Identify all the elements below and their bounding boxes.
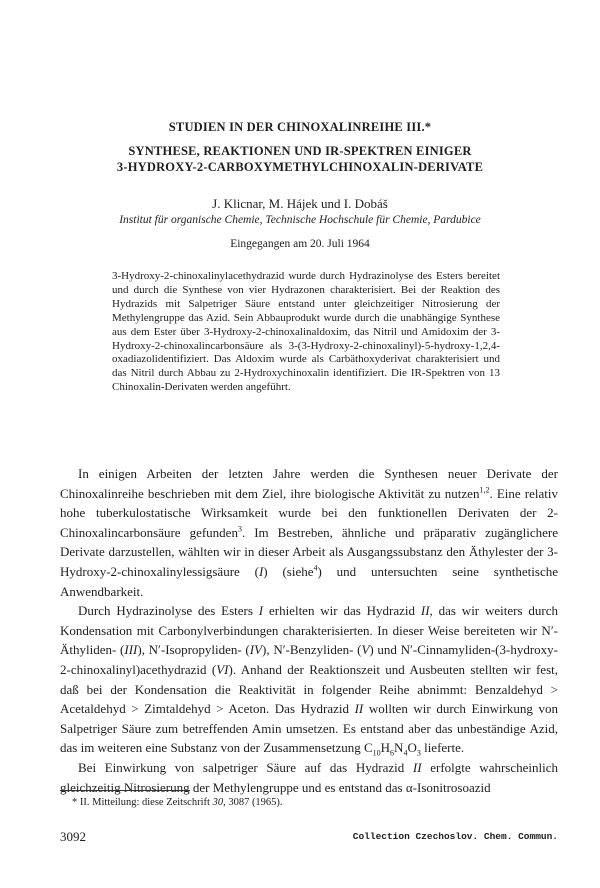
reference-mark: 3 (237, 524, 242, 534)
p3-text-a: Bei Einwirkung von salpetriger Säure auf das Hydrazid (78, 759, 413, 775)
p2-text-d: ), N′-Isopropyliden- ( (137, 642, 250, 658)
compound-label: I (258, 603, 264, 619)
received-date: Eingegangen am 20. Juli 1964 (230, 238, 370, 250)
p1-text-b: . Eine relativ hohe tuberkulostatische Wirksamkeit wurde bei den funktionellen Derivaten der 2-Chinoxalincarbonsäure gefunden (60, 485, 559, 540)
paragraph-1 (60, 464, 558, 601)
abstract: 3-Hydroxy-2-chinoxalinylacethydrazid wurde durch Hydrazinolyse des Esters bereitet und durch die Synthese von vier Hydrazonen charakterisiert. Bei der Reaktion des Hydrazids mit Salpetriger Säure entstand unter gleichzeitiger Nitrosierung der Methylengruppe das Azid. Sein Abbauprodukt wurde durch die unabhängige Synthese aus dem Ester über 3-Hydroxy-2-chinoxalinaldoxim, das Nitril und Amidoxim der 3-Hydroxy-2-chinoxalincarbonsäure als 3-(3-Hydroxy-2-chinoxalinyl)-5-hydroxy-1,2,4-oxadiazolidentifiziert. Das Aldoxim wurde als Carbäthoxyderivat charakterisiert und das Nitril durch Abbau zu 2-Hydroxychinoxalin identifiziert. Die IR-Spektren von 13 Chinoxalin-Derivaten werden angeführt. (112, 270, 500, 394)
p3-text-b: erfolgte wahrscheinlich gleichzeitig Nitrosierung der Methylengruppe und es entstand das α-Isonitrosoazid (60, 759, 558, 795)
compound-label: II (354, 701, 364, 717)
compound-label: II (420, 603, 430, 619)
p2-text-i: lieferte. (420, 740, 465, 756)
article-title-line-1: STUDIEN IN DER CHINOXALINREIHE III.* (168, 120, 432, 134)
footnote-rule (60, 790, 190, 791)
authors: J. Klicnar, M. Hájek und I. Dobáš (212, 196, 388, 211)
formula-element: O (407, 740, 417, 756)
footnote (72, 797, 283, 808)
affiliation: Institut für organische Chemie, Technische Hochschule für Chemie, Pardubice (119, 214, 481, 226)
paragraph-2 (60, 601, 558, 758)
formula-subscript: 10 (372, 748, 381, 758)
compound-label: I (258, 563, 264, 579)
p1-text-e: ) und untersuchten seine synthetische Anwendbarkeit. (60, 563, 559, 599)
reference-mark: 1,2 (479, 485, 490, 495)
p2-text-f: ) und N′-Cinnamyliden-(3-hydroxy-2-chinoxalinyl)acethydrazid ( (60, 642, 558, 677)
article-body (60, 464, 558, 797)
footnote-text-b: , 3087 (1965). (223, 797, 283, 808)
p2-text-h: wollten wir durch Einwirkung von Salpetriger Säure zum betreffenden Amin umsetzen. Es entstand aber das unbeständige Azid, das im weiteren eine Substanz von der Zusammensetzung C (60, 701, 558, 756)
p1-text-d: ) (siehe (263, 563, 314, 579)
journal-name: Collection Czechoslov. Chem. Commun. (352, 831, 558, 842)
article-title-line-2: SYNTHESE, REAKTIONEN UND IR-SPEKTREN EINIGER (128, 144, 472, 158)
paragraph-3 (60, 758, 558, 797)
compound-label: IV (249, 642, 263, 658)
p2-text-c: , das wir weiters durch Kondensation mit Carbonylverbindungen charakterisierten. In dieser Weise bereiteten wir N′-Äthyliden- ( (60, 603, 558, 658)
reference-mark: 4 (313, 563, 318, 573)
footnote-volume: 30 (212, 797, 224, 808)
formula-subscript: 3 (416, 748, 421, 758)
article-title-line-3: 3-HYDROXY-2-CARBOXYMETHYLCHINOXALIN-DERIVATE (116, 160, 484, 174)
compound-label: III (124, 642, 138, 658)
p2-text-e: ), N′-Benzyliden- ( (262, 642, 362, 658)
p1-text-a: In einigen Arbeiten der letzten Jahre werden die Synthesen neuer Derivate der Chinoxalinreihe beschrieben mit dem Ziel, ihre biologische Aktivität zu nutzen (60, 466, 558, 501)
compound-label: II (412, 759, 422, 775)
p2-text-a: Durch Hydrazinolyse des Esters (78, 603, 259, 619)
compound-label: V (361, 642, 370, 658)
p1-text-c: . Im Bestreben, ähnliche und präparativ zugänglichere Derivate darzustellen, wählten wir in dieser Arbeit als Ausgangssubstanz den Äthylester der 3-Hydroxy-2-chinoxalinylessigsäure ( (60, 524, 558, 579)
formula-subscript: 4 (403, 748, 408, 758)
p2-text-g: ). Anhand der Reaktionszeit und Ausbeuten stellten wir fest, daß bei der Kondensation die Reaktivität in folgender Reihe abnimmt: Benzaldehyd > Acetaldehyd > Zimtaldehyd > Aceton. Das Hydrazid (60, 661, 558, 717)
p2-text-b: erhielten wir das Hydrazid (263, 603, 421, 619)
footnote-text-a: * II. Mitteilung: diese Zeitschrift (72, 797, 213, 808)
formula-subscript: 6 (390, 748, 395, 758)
formula-element: N (394, 740, 404, 756)
compound-label: VI (216, 661, 229, 677)
formula-element: H (380, 740, 391, 756)
page-number: 3092 (60, 829, 86, 844)
